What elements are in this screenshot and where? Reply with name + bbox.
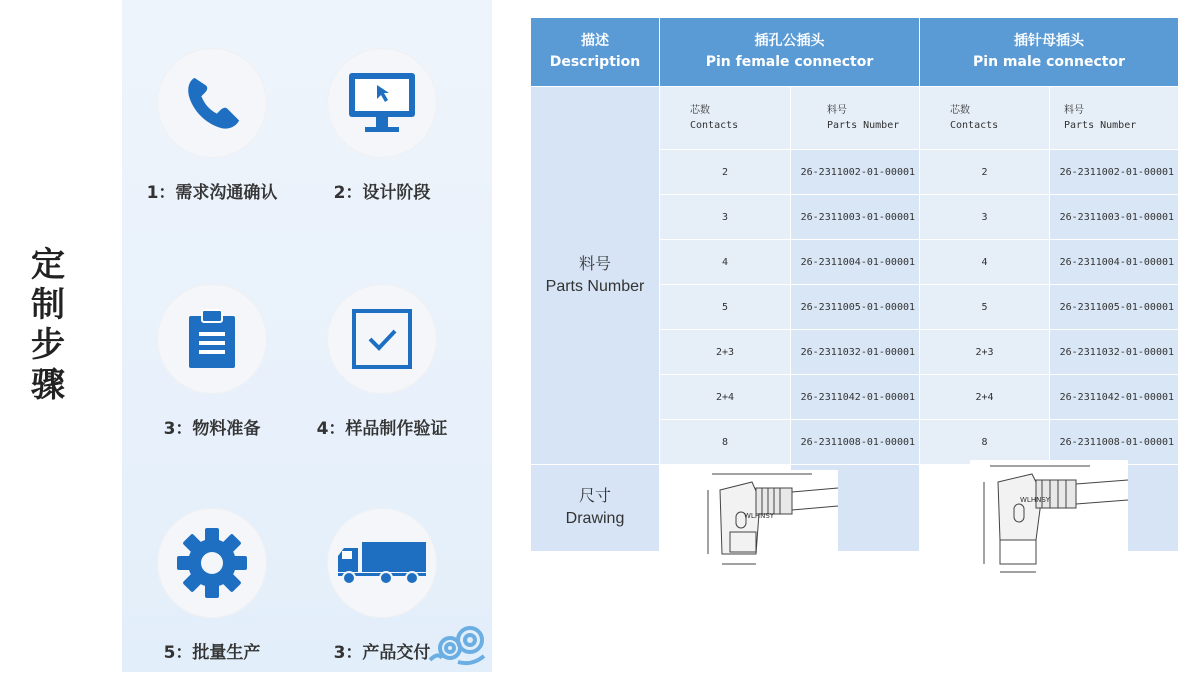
male-connector-drawing [970, 460, 1128, 576]
part-number-cell: 26-2311032-01-00001 [791, 330, 920, 375]
header-desc-cn: 描述 [581, 33, 609, 49]
step-icon-circle [327, 284, 437, 394]
part-number-cell: 26-2311003-01-00001 [1050, 195, 1179, 240]
cloud-ornament-icon [428, 622, 490, 668]
contacts-cell: 2+3 [920, 330, 1050, 375]
subheader-parts-number [1050, 87, 1179, 150]
brand-label: WLHNSY [744, 512, 775, 520]
contacts-cell: 2+4 [660, 375, 791, 420]
connector-drawing-icon [700, 470, 838, 576]
step-icon-circle [327, 48, 437, 158]
step-icon-circle [157, 284, 267, 394]
contacts-cell: 8 [920, 420, 1050, 465]
step-icon-circle [327, 508, 437, 618]
contacts-cell: 2 [920, 150, 1050, 195]
female-connector-drawing [700, 470, 838, 576]
brand-label: WLHNSY [1020, 496, 1051, 504]
step-label: 3：物料准备 [163, 419, 261, 439]
connector-drawing-icon [970, 460, 1128, 576]
header-female [660, 18, 920, 87]
subheader-contacts [660, 87, 791, 150]
step-3 [122, 284, 302, 439]
part-number-cell: 26-2311004-01-00001 [791, 240, 920, 285]
step-icon-circle [157, 508, 267, 618]
step-label: 3：产品交付 [333, 643, 431, 663]
step-5 [122, 508, 302, 663]
checkbox-icon [350, 307, 414, 371]
steps-panel [122, 0, 492, 672]
subheader-contacts-cn: 芯数 [950, 105, 970, 116]
step-label: 4：样品制作验证 [316, 419, 448, 439]
subheader-pn-cn: 料号 [1064, 105, 1084, 116]
part-number-cell: 26-2311004-01-00001 [1050, 240, 1179, 285]
contacts-cell: 8 [660, 420, 791, 465]
side-title-char: 骤 [31, 365, 65, 405]
header-male-cn: 插针母插头 [1014, 33, 1084, 49]
subheader-contacts [920, 87, 1050, 150]
side-title-char: 制 [31, 285, 65, 325]
subheader-contacts-cn: 芯数 [690, 105, 710, 116]
part-number-cell: 26-2311008-01-00001 [791, 420, 920, 465]
subheader-contacts-en: Contacts [690, 120, 739, 131]
part-number-cell: 26-2311008-01-00001 [1050, 420, 1179, 465]
subheader-pn-cn: 料号 [827, 105, 847, 116]
parts-label-cn: 料号 [578, 255, 611, 273]
subheader-contacts-en: Contacts [950, 120, 999, 131]
parts-number-label [531, 87, 660, 465]
part-number-cell: 26-2311005-01-00001 [1050, 285, 1179, 330]
contacts-cell: 4 [660, 240, 791, 285]
part-number-cell: 26-2311042-01-00001 [1050, 375, 1179, 420]
header-female-cn: 插孔公插头 [754, 33, 825, 49]
contacts-cell: 4 [920, 240, 1050, 285]
clipboard-icon [187, 308, 237, 370]
contacts-cell: 2+3 [660, 330, 791, 375]
header-male [920, 18, 1179, 87]
header-desc-en: Description [549, 54, 641, 70]
side-title-char: 定 [31, 245, 65, 285]
part-number-cell: 26-2311003-01-00001 [791, 195, 920, 240]
step-2 [292, 48, 472, 203]
part-number-cell: 26-2311002-01-00001 [791, 150, 920, 195]
step-4 [292, 284, 472, 439]
step-label: 1：需求沟通确认 [146, 183, 278, 203]
step-label: 2：设计阶段 [333, 183, 431, 203]
contacts-cell: 3 [660, 195, 791, 240]
side-title [18, 245, 78, 405]
part-number-cell: 26-2311032-01-00001 [1050, 330, 1179, 375]
header-male-en: Pin male connector [973, 54, 1125, 70]
subheader-pn-en: Parts Number [1064, 120, 1137, 131]
part-number-cell: 26-2311042-01-00001 [791, 375, 920, 420]
side-title-char: 步 [31, 325, 65, 365]
contacts-cell: 2+4 [920, 375, 1050, 420]
subheader-pn-en: Parts Number [827, 120, 900, 131]
part-number-cell: 26-2311005-01-00001 [791, 285, 920, 330]
contacts-cell: 5 [660, 285, 791, 330]
drawing-label-en: Drawing [565, 510, 625, 527]
parts-label-en: Parts Number [545, 277, 645, 295]
truck-icon [336, 540, 428, 586]
header-description [531, 18, 660, 87]
drawing-label-cn: 尺寸 [578, 488, 611, 505]
header-female-en: Pin female connector [705, 54, 874, 70]
monitor-icon [347, 71, 417, 135]
contacts-cell: 2 [660, 150, 791, 195]
step-1 [122, 48, 302, 203]
contacts-cell: 3 [920, 195, 1050, 240]
phone-icon [181, 72, 243, 134]
gear-icon [175, 526, 249, 600]
contacts-cell: 5 [920, 285, 1050, 330]
part-number-cell: 26-2311002-01-00001 [1050, 150, 1179, 195]
step-icon-circle [157, 48, 267, 158]
drawing-label [531, 465, 660, 552]
subheader-parts-number [791, 87, 920, 150]
step-label: 5：批量生产 [163, 643, 261, 663]
